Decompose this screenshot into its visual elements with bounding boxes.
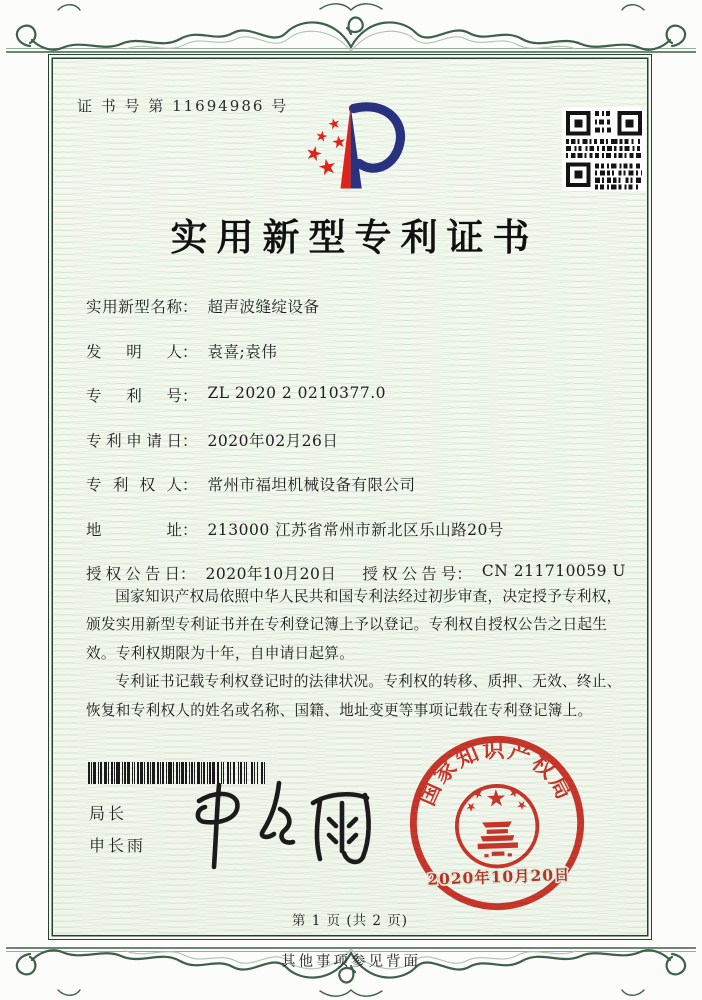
field-label: 专利号 <box>86 387 182 405</box>
field-filing-date: 专利申请日 ： 2020年02月26日 <box>86 429 626 451</box>
cnipa-logo-icon <box>286 93 421 205</box>
field-label: 专利申请日 <box>86 431 182 450</box>
official-seal <box>404 730 590 916</box>
back-side-note: 其他事项参见背面 <box>281 954 421 970</box>
national-emblem-icon <box>455 785 538 868</box>
field-value: 常州市福坦机械设备有限公司 <box>207 476 416 494</box>
certificate-number: 证 书 号 第 11694986 号 <box>77 97 289 115</box>
legal-paragraph-1: 国家知识产权局依照中华人民共和国专利法经过初步审查，决定授予专利权，颁发实用新型专利证书并在专利登记簿上予以登记。专利权自授权公告之日起生效。专利权期限为十年，自申请日起算。 <box>86 588 622 662</box>
field-value: 213000 江苏省常州市新北区乐山路20号 <box>207 520 504 539</box>
field-value: CN 211710059 U <box>481 562 626 580</box>
director-name: 申长雨 <box>89 836 147 855</box>
page-number: 第 1 页 (共 2 页) <box>291 913 409 929</box>
field-label: 授权公告号 <box>362 565 457 583</box>
field-patentee: 专利权人 ： 常州市福坦机械设备有限公司 <box>86 473 626 495</box>
legal-paragraph-2: 专利证书记载专利权登记时的法律状况。专利权的转移、质押、无效、终止、恢复和专利权人的姓名或名称、国籍、地址变更等事项记载在专利登记簿上。 <box>86 673 622 719</box>
field-value: 超声波缝绽设备 <box>207 298 320 316</box>
legal-text <box>86 583 622 725</box>
field-value: 2020年02月26日 <box>207 431 339 450</box>
field-value: 2020年10月20日 <box>205 565 337 583</box>
field-value: ZL 2020 2 0210377.0 <box>207 384 386 402</box>
field-label: 实用新型名称 <box>86 298 182 316</box>
field-list <box>86 295 626 607</box>
certificate-body <box>48 54 652 940</box>
field-value: 袁喜;袁伟 <box>207 342 278 361</box>
field-label: 地址 <box>86 520 182 539</box>
field-utility-name: 实用新型名称 ： 超声波缝绽设备 <box>86 295 626 317</box>
field-grant-row: 授权公告日 ： 2020年10月20日 授权公告号 ： CN 211710059 U <box>86 562 626 583</box>
field-label: 发明人 <box>86 342 182 361</box>
certificate-title: 实用新型专利证书 <box>170 215 539 259</box>
seal-date: 2020年10月20日 <box>427 865 571 889</box>
field-label: 授权公告日 <box>86 565 180 583</box>
qr-code <box>562 107 646 191</box>
seal-ring-text: 国家知识产权局 <box>413 736 579 810</box>
field-label: 专利权人 <box>86 476 182 494</box>
field-address: 地址 ： 213000 江苏省常州市新北区乐山路20号 <box>86 518 626 540</box>
director-title: 局长 <box>89 804 128 823</box>
field-patent-number: 专利号 ： ZL 2020 2 0210377.0 <box>86 384 386 405</box>
field-inventor: 发明人 ： 袁喜;袁伟 <box>86 340 626 362</box>
signature <box>181 771 395 875</box>
